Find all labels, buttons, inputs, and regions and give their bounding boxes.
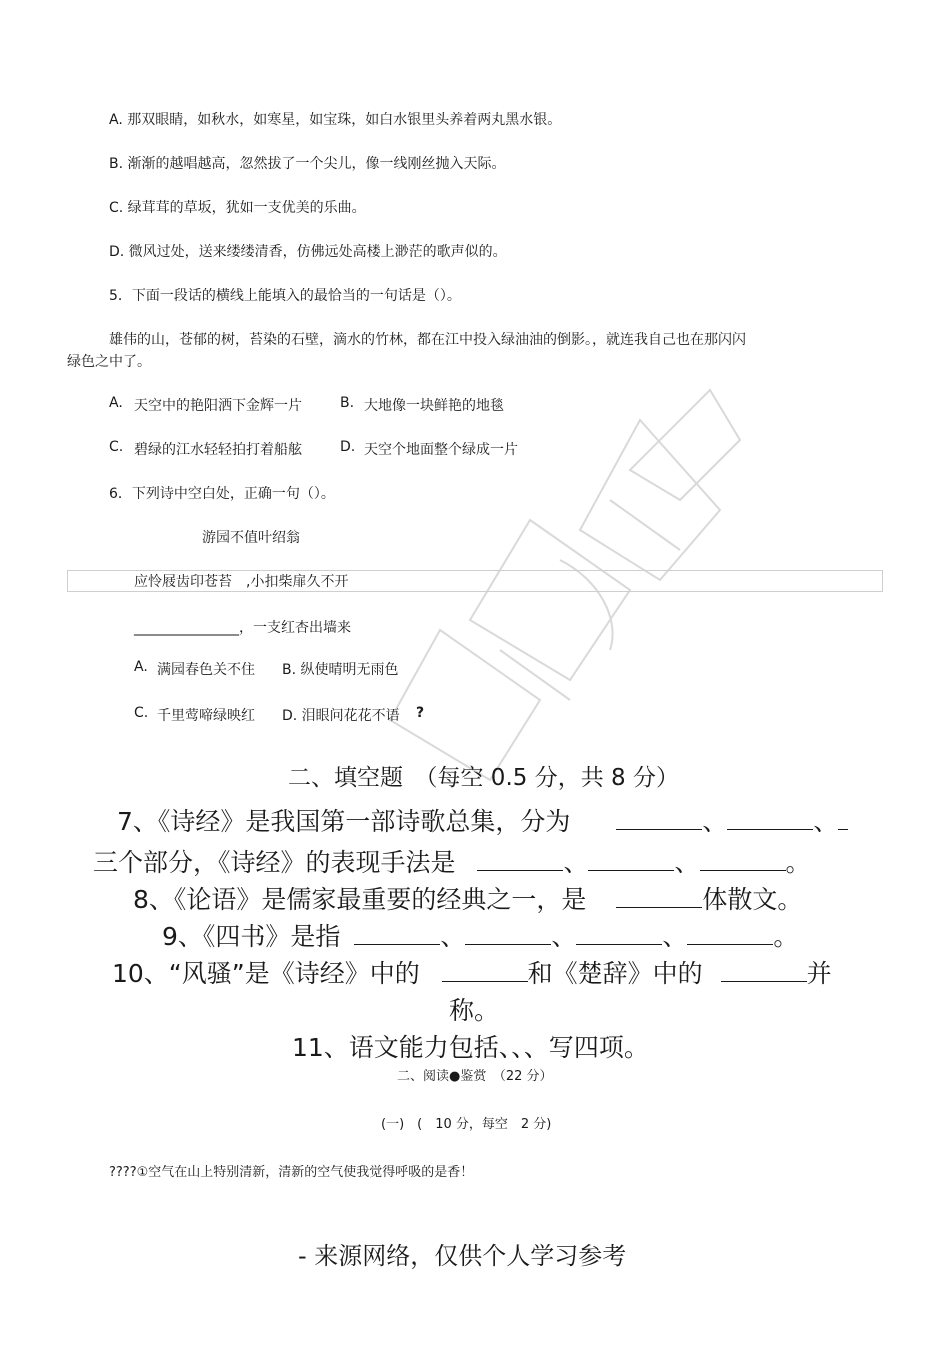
q7-method-blank-3[interactable]: [700, 870, 786, 871]
q6-poem-line2-rest: ，一支红杏出墙来: [239, 620, 351, 636]
section2-title: 二、填空题 （每空 0.5 分，共 8 分）: [288, 765, 679, 791]
q5-passage-line1: 雄伟的山，苍郁的树，苔染的石壁，滴水的竹林，都在江中投入绿油油的倒影。，就连我自己也在那闪闪: [109, 332, 746, 348]
q7-blank-2[interactable]: [727, 829, 813, 830]
q6-option-a-label: A.: [134, 659, 148, 675]
q7-blank-1[interactable]: [616, 829, 702, 830]
q6-poem-line1: 应怜屐齿印苍苔 ,小扣柴扉久不开: [134, 574, 349, 590]
q7-line2-sep-1: 、: [563, 848, 589, 877]
q5-option-b-label: B.: [340, 395, 355, 411]
q10-line: [112, 954, 832, 990]
q6-option-a-text: 满园春色关不住: [157, 662, 255, 678]
q5-option-a-label: A.: [109, 395, 123, 411]
q6-option-c-text: 千里莺啼绿映红: [157, 708, 255, 724]
q10-line2: 称。: [449, 996, 500, 1025]
q9-period: 。: [773, 922, 799, 951]
q9-blank-4[interactable]: [687, 944, 773, 945]
q8-blank[interactable]: [616, 907, 702, 908]
q5-passage-line2: 绿色之中了。: [67, 354, 151, 370]
q7-method-blank-2[interactable]: [588, 870, 674, 871]
q8-tail: 体散文。: [702, 885, 803, 914]
q9-blank-2[interactable]: [465, 944, 551, 945]
q6-poem-line2: [134, 617, 351, 637]
q7-line2-text: 三个部分，《诗经》的表现手法是: [93, 848, 456, 877]
q7-blank-3[interactable]: [838, 829, 848, 830]
footer-note: - 来源网络，仅供个人学习参考: [298, 1242, 627, 1270]
q8-text: 8、《论语》是儒家最重要的经典之一，是: [133, 885, 587, 914]
q5-stem: 5．下面一段话的横线上能填入的最恰当的一句话是（）。: [109, 288, 461, 304]
q5-option-c-label: C.: [109, 439, 124, 455]
q9-sep-1: 、: [440, 922, 466, 951]
q9-blank-1[interactable]: [354, 944, 440, 945]
q9-blank-3[interactable]: [576, 944, 662, 945]
q9-sep-2: 、: [551, 922, 577, 951]
q5-option-b-text: 大地像一块鲜艳的地毯: [364, 398, 504, 414]
q7-method-blank-1[interactable]: [477, 870, 563, 871]
q6-option-d: D. 泪眼问花花不语: [282, 708, 400, 724]
q6-poem-title: 游园不值叶绍翁: [202, 530, 300, 546]
q7-line2: [93, 843, 811, 879]
q6-question-mark: ?: [416, 705, 425, 721]
q7-line2-period: 。: [785, 848, 811, 877]
q7-sep-2: 、: [813, 807, 839, 836]
q10-text-c: 并: [806, 959, 832, 988]
q9-line: [162, 917, 798, 953]
q6-option-c-label: C.: [134, 705, 149, 721]
q5-option-d-text: 天空个地面整个绿成一片: [364, 442, 518, 458]
q4-option-d: D. 微风过处，送来缕缕清香，仿佛远处高楼上渺茫的歌声似的。: [109, 244, 507, 260]
q10-text-b: 和《楚辞》中的: [527, 959, 703, 988]
q11-line: 11、语文能力包括、、、写四项。: [292, 1033, 649, 1062]
q8-line: [133, 880, 802, 916]
q4-option-c: C. 绿茸茸的草坂，犹如一支优美的乐曲。: [109, 200, 366, 216]
q6-option-b: B. 纵使晴明无雨色: [282, 662, 399, 678]
q10-blank-1[interactable]: [442, 981, 528, 982]
q9-sep-3: 、: [662, 922, 688, 951]
q5-option-a-text: 天空中的艳阳洒下金辉一片: [134, 398, 302, 414]
q7-text: 7、《诗经》是我国第一部诗歌总集，分为: [117, 807, 571, 836]
q10-text-a: 10、“风骚”是《诗经》中的: [112, 959, 420, 988]
q6-poem-blank[interactable]: _______________: [134, 620, 239, 636]
q7-sep-1: 、: [702, 807, 728, 836]
q4-option-a: A. 那双眼睛，如秋水，如寒星，如宝珠，如白水银里头养着两丸黑水银。: [109, 112, 562, 128]
q4-option-b: B. 渐渐的越唱越高，忽然拔了一个尖儿，像一线刚丝抛入天际。: [109, 156, 506, 172]
q5-option-d-label: D.: [340, 439, 356, 455]
q5-option-c-text: 碧绿的江水轻轻拍打着船舷: [134, 442, 302, 458]
q10-blank-2[interactable]: [721, 981, 807, 982]
section3-subtitle: (一) ( 10 分，每空 2 分): [381, 1117, 552, 1132]
section3-title: 二、阅读●鉴赏 （22 分）: [397, 1069, 553, 1084]
q7-line2-sep-2: 、: [674, 848, 700, 877]
q6-stem: 6．下列诗中空白处，正确一句（）。: [109, 486, 335, 502]
q7-line1: [117, 802, 848, 838]
section3-paragraph-1: ????①空气在山上特别清新，清新的空气使我觉得呼吸的是香！: [109, 1165, 474, 1180]
q9-text: 9、《四书》是指: [162, 922, 341, 951]
